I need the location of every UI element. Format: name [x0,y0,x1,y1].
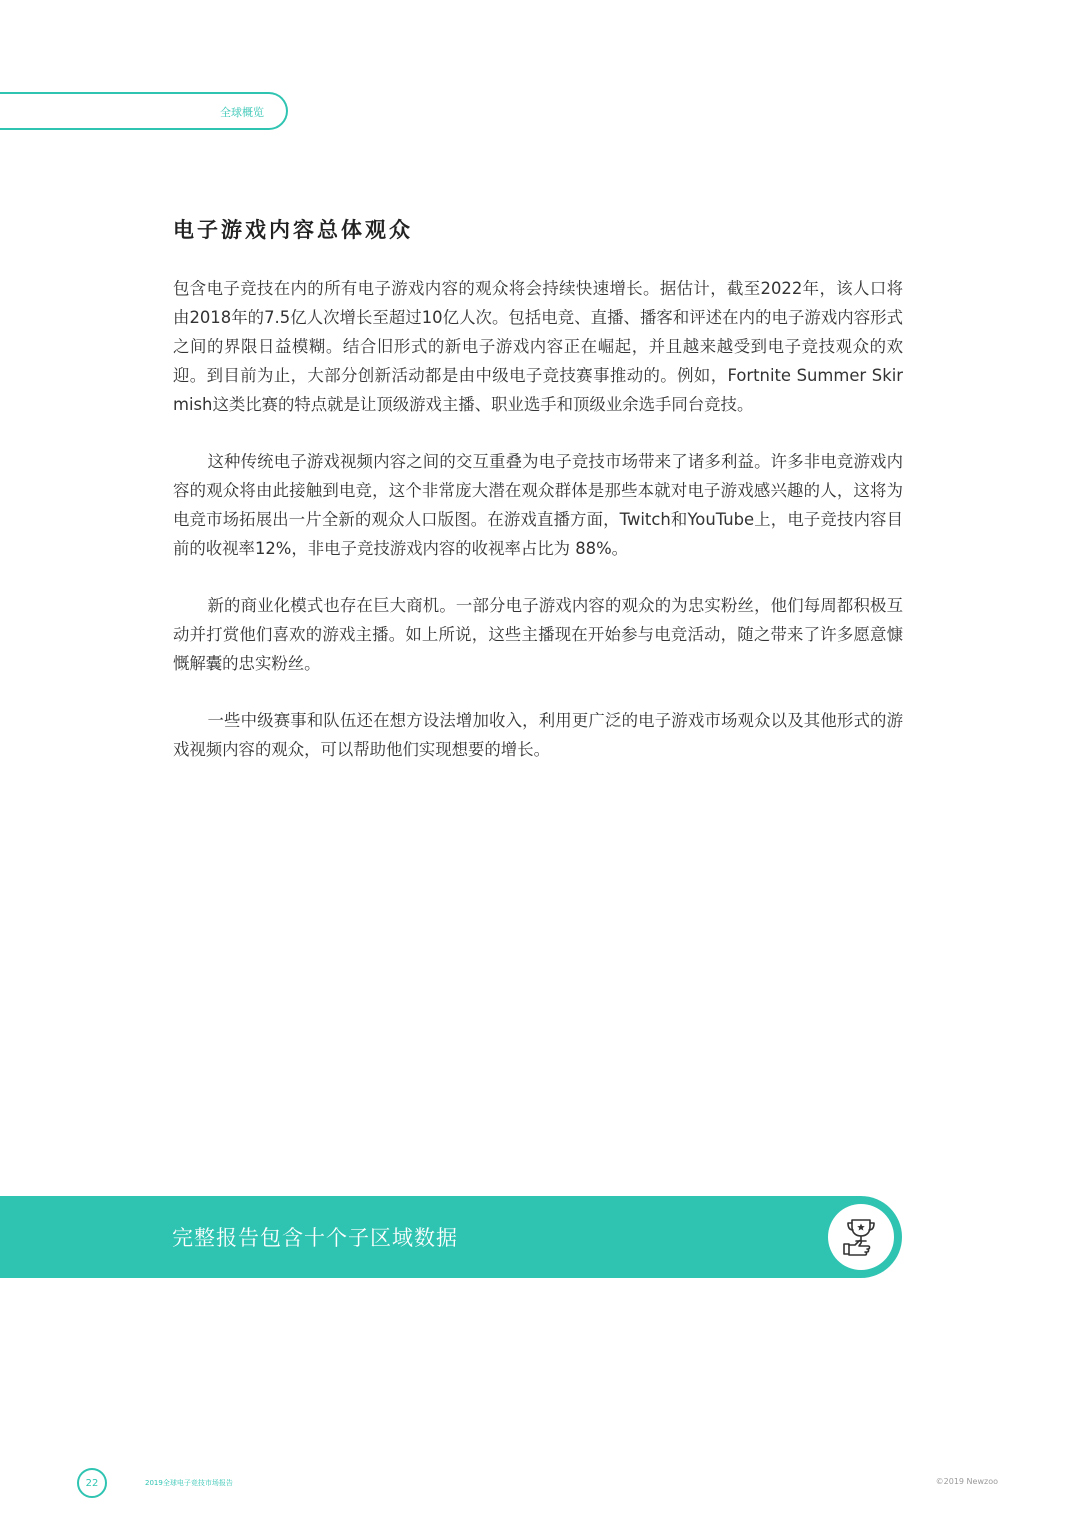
banner-text: 完整报告包含十个子区域数据 [172,1226,458,1250]
trophy-badge [828,1204,894,1270]
page-heading: 电子游戏内容总体观众 [173,218,413,242]
paragraph-2: 这种传统电子游戏视频内容之间的交互重叠为电子竞技市场带来了诸多利益。许多非电竞游戏内容的观众将由此接触到电竞，这个非常庞大潜在观众群体是那些本就对电子游戏感兴趣的人，这将为电竞市场拓展出一片全新的观众人口版图。在游戏直播方面，Twitch和YouTube上，电子竞技内容目前的收视率12%，非电子竞技游戏内容的收视率占比为 88%。 [173,452,903,558]
footer-copyright: ©2019 Newzoo [935,1477,998,1486]
section-tab-label: 全球概览 [220,106,264,119]
body-text [173,274,903,792]
section-tab [0,92,288,130]
trophy-icon [838,1214,884,1260]
paragraph-1: 包含电子竞技在内的所有电子游戏内容的观众将会持续快速增长。据估计，截至2022年，该人口将由2018年的7.5亿人次增长至超过10亿人次。包括电竞、直播、播客和评述在内的电子游戏内容形式之间的界限日益模糊。结合旧形式的新电子游戏内容正在崛起，并且越来越受到电子竞技观众的欢迎。到目前为止，大部分创新活动都是由中级电子竞技赛事推动的。例如，Fortnite Summer Skirmish这类比赛的特点就是让顶级游戏主播、职业选手和顶级业余选手同台竞技。 [173,279,903,414]
footer-report-title: 2019全球电子竞技市场报告 [145,1479,233,1487]
paragraph-3: 新的商业化模式也存在巨大商机。一部分电子游戏内容的观众的为忠实粉丝，他们每周都积极互动并打赏他们喜欢的游戏主播。如上所说，这些主播现在开始参与电竞活动，随之带来了许多愿意慷慨解囊的忠实粉丝。 [173,596,903,673]
promo-banner [0,1196,902,1278]
page-number: 22 [77,1468,107,1498]
paragraph-4: 一些中级赛事和队伍还在想方设法增加收入，利用更广泛的电子游戏市场观众以及其他形式的游戏视频内容的观众，可以帮助他们实现想要的增长。 [173,711,903,759]
